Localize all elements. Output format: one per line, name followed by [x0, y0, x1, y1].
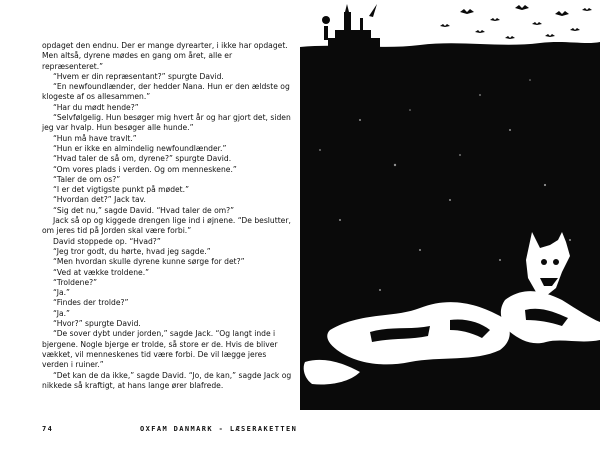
paragraph: “Hvor?” spurgte David.: [53, 319, 141, 329]
right-page: [300, 0, 600, 453]
story-text: [42, 41, 295, 391]
paragraph: “Taler de om os?”: [53, 174, 121, 184]
paragraph: “Hvem er din repræsentant?” spurgte David.: [53, 71, 224, 81]
paragraph: “De sover dybt under jorden,” sagde Jack. “Og langt inde i bjergene. Nogle bjerge er trolde, så store er de. Hvis de bliver vækket, vil menneskenes tid være forbi. De vil lægge jeres verden i ruiner.”: [42, 329, 278, 370]
paragraph: “Hvordan det?” Jack tav.: [53, 195, 146, 205]
paragraph: “En newfoundlænder, der hedder Nana. Hun er den ældste og klogeste af os allesammen.”: [42, 82, 290, 102]
page-number-right: 75: [546, 424, 558, 432]
page-number-left: 74: [42, 425, 54, 433]
paragraph: “Ja.”: [53, 288, 70, 298]
paragraph: “Selvfølgelig. Hun besøger mig hvert år og har gjort det, siden jeg var hvalp. Hun besøger alle hunde.”: [42, 113, 291, 133]
paragraph: “Hun må have travlt.”: [53, 133, 137, 143]
paragraph: David stoppede op. “Hvad?”: [53, 236, 161, 246]
paragraph: “Men hvordan skulle dyrene kunne sørge for det?”: [53, 257, 245, 267]
paragraph: “Har du mødt hende?”: [53, 102, 139, 112]
paragraph: “Hvad taler de så om, dyrene?” spurgte David.: [53, 154, 232, 164]
paragraph: “Findes der trolde?”: [53, 298, 129, 308]
paragraph: Jack så op og kiggede drengen lige ind i øjnene. “De beslutter, om jeres tid på Jorden skal være forbi.”: [42, 216, 291, 236]
paragraph: “Ved at vække troldene.”: [53, 267, 150, 277]
paragraph: “Jeg tror godt, du hørte, hvad jeg sagde.”: [53, 246, 211, 256]
paragraph: “Sig det nu,” sagde David. “Hvad taler de om?”: [53, 205, 235, 215]
running-title: OXFAM DANMARK - LÆSERAKETTEN: [140, 425, 298, 433]
paragraph: “Ja.”: [53, 308, 70, 318]
paragraph: “Hun er ikke en almindelig newfoundlænder.”: [53, 143, 227, 153]
paragraph: “Det kan de da ikke,” sagde David. “Jo, de kan,” sagde Jack og nikkede så kraftigt, at hans lange ører blafrede.: [42, 370, 292, 390]
paragraph: “Om vores plads i verden. Og om menneskene.”: [53, 164, 237, 174]
paragraph: “I er det vigtigste punkt på mødet.”: [53, 185, 190, 195]
paragraph: opdaget den endnu. Der er mange dyrearter, i ikke har opdaget. Men altså, dyrene mødes en gang om året, alle er repræsenteret.”: [42, 41, 288, 71]
paragraph: “Troldene?”: [53, 277, 98, 287]
oil-rig-troll-underground-illustration: [300, 0, 600, 410]
section-label: MELLEMTRIN: [340, 424, 397, 432]
